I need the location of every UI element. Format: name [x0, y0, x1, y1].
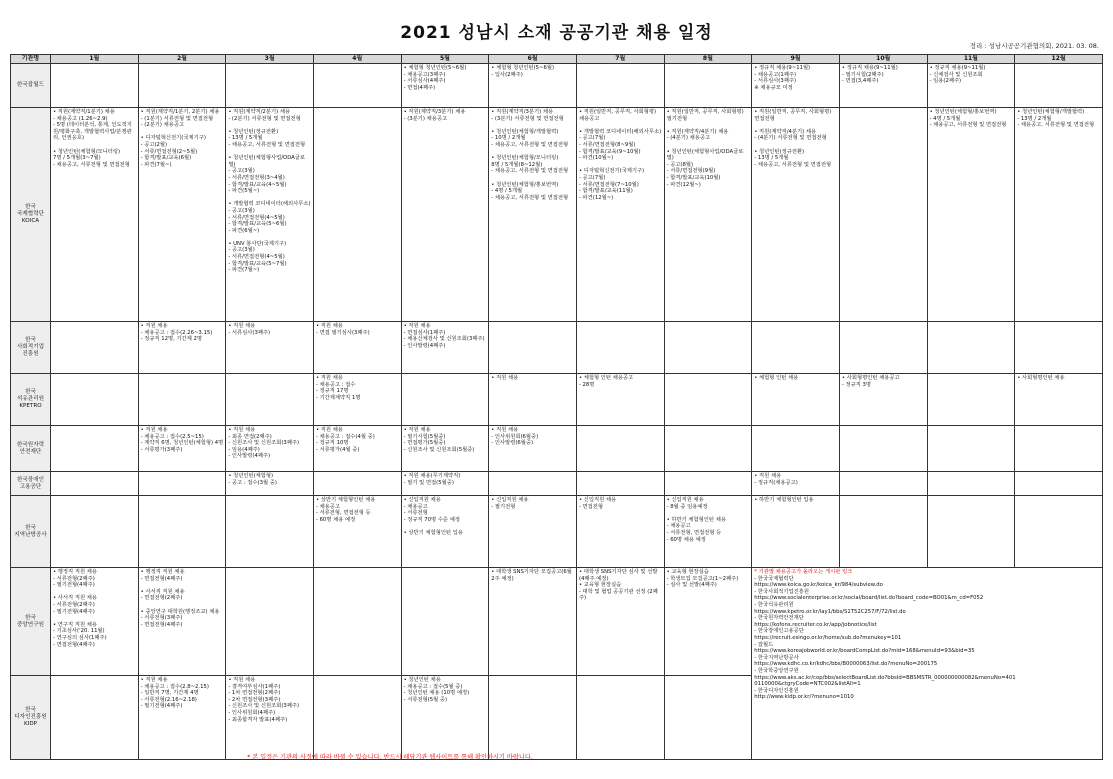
schedule-cell: • 신입직원 채용 - 필기전형 — [489, 496, 577, 568]
schedule-cell — [401, 568, 489, 676]
board-link[interactable]: https://www.koreajobworld.or.kr/boardCompList.do?mid=168&menuId=93&bid=35 — [754, 648, 975, 655]
schedule-cell: • 상반기 체험형인턴 채용 - 채용공고 - 서류전형, 면접전형 등 - 60명 채용 예정 — [313, 496, 401, 568]
header-month: 8월 — [664, 55, 752, 64]
org-name: 한국 사회적기업 진흥원 — [11, 322, 51, 374]
schedule-cell — [664, 472, 752, 496]
table-row — [11, 374, 1103, 426]
schedule-cell: • 직원 채용 - 인사위원회(6월중) - 인사발령(6월중) — [489, 426, 577, 472]
schedule-cell — [839, 472, 927, 496]
table-row — [11, 472, 1103, 496]
schedule-cell — [489, 322, 577, 374]
schedule-cell — [51, 322, 139, 374]
schedule-cell — [1015, 496, 1103, 568]
schedule-cell: • 신입직원 채용 - 8월 중 임용예정 • 하반기 체험형인턴 채용 - 채용공고 - 서류전형, 면접전형 등 - 60명 채용 예정 — [664, 496, 752, 568]
schedule-cell: • 직원 채용 - 최종 면접(2째주) - 신원조사 및 신원조회(3째주) - 임용(4째주) - 인사발령(4째주) — [226, 426, 314, 472]
schedule-cell: • 사회형평인턴 채용 — [1015, 374, 1103, 426]
schedule-cell — [927, 472, 1015, 496]
schedule-cell — [1015, 426, 1103, 472]
schedule-cell: • 직원 채용 - 결격여부심사(1째주) - 1차 면접전형(2째주) - 2차 면접전형(3째주) - 신원조사 및 신원조회(3째주) - 인사위원회(4째주) - 최종합격자 발표(4째주) — [226, 676, 314, 760]
schedule-cell — [1015, 64, 1103, 108]
org-name: 한국 국제협력단 KOICA — [11, 108, 51, 322]
schedule-cell: • 체험형 인턴 채용 — [752, 374, 840, 426]
header-month: 9월 — [752, 55, 840, 64]
schedule-cell: • 직원 채용 - 채용공고 : 접수(4월 중) - 정규직 10명 - 서류평가(4월 중) — [313, 426, 401, 472]
schedule-cell — [51, 374, 139, 426]
board-link[interactable]: https://recruit.esingo.or.kr/home/sub.do?menukey=101 — [754, 634, 902, 641]
link-org-label: - 한국국제협력단 — [754, 575, 794, 582]
link-org-label: - 잡월드 — [754, 641, 774, 648]
header-month: 6월 — [489, 55, 577, 64]
schedule-cell — [138, 472, 226, 496]
schedule-cell — [839, 496, 927, 568]
schedule-cell: • 직원(계약직/3분기) 채용 - (3분기) 서류전형 및 면접전형 • 청년인턴(체험형/개발협력) - 10명 / 2개월 - 채용공고, 서류전형 및 면접전형 • 청년인턴(체험형/모니터링) 8명 / 5개월(8~12월) - 채용공고, 서류전형 및 면접전형 • 청년인턴(체험형/홍보번역) - 4명 / 5개월 - 채용공고, 서류전형 및 면접전형 — [489, 108, 577, 322]
board-link[interactable]: https://www.aks.ac.kr/cop/bbs/selectBoardList.do?bbsId=BBSMSTR_000000000082&menuNo=401 — [754, 674, 1016, 681]
schedule-cell: • 행정직 직원 채용 - 서류전형(2째주) - 필기전형(4째주) • 사서직 직원 채용 - 서류전형(2째주) - 필기전형(4째주) • 연구직 직원 채용 - 기초심사('20. 11월) - 연구심의 심사(1째주) - 면접전형(4째주) — [51, 568, 139, 676]
header-month: 10월 — [839, 55, 927, 64]
org-name: 한국잡월드 — [11, 64, 51, 108]
schedule-cell — [51, 676, 139, 760]
link-org-label: - 한국디자인진흥원 — [754, 687, 799, 694]
schedule-cell — [138, 64, 226, 108]
schedule-cell — [752, 322, 840, 374]
schedule-cell: • 청년인턴(체험형/개발협력) - 13명 / 2개월 - 채용공고, 서류전형 및 면접전형 — [1015, 108, 1103, 322]
schedule-cell: • 직원 채용 — [489, 374, 577, 426]
schedule-cell: • 교육형 현장실습 - 학생모집 모집공고(1~2째주) - 심사 및 선발(4째주) — [664, 568, 752, 676]
schedule-cell: • 직원(계약직/2분기) 채용 - (2분기) 서류전형 및 면접전형 • 청년인턴(정규전환) - 13명 / 5개월 - 채용공고, 서류전형 및 면접전형 • 청년인턴(체험형사업/ODA글로벌) - 공고(3월) - 서류/면접전형(3~4월) - 합격/발표/교육(4~5월) - 파견(5월~) • 개발협력 코디네이터(해외사무소) - 공고(3월) - 서류/면접전형(4~5월) - 합격/발표/교육(5~6월) - 파견(6월~) • UNV 봉사단(국제기구) - 공고(3월) - 서류/면접전형(4~5월) - 합격/발표/교육(5~7월) - 파견(7월~) — [226, 108, 314, 322]
schedule-cell: • 사회형평인턴 채용공고 - 정규직 3명 — [839, 374, 927, 426]
footnote: * 본 일정은 기관의 사정에 따라 바뀔 수 있습니다. 반드시 해당기관 웹사이트를 통해 확인하시기 바랍니다. — [247, 754, 533, 761]
table-row — [11, 568, 1103, 676]
schedule-cell — [489, 676, 577, 760]
schedule-cell — [927, 322, 1015, 374]
schedule-cell — [226, 374, 314, 426]
header-month: 3월 — [226, 55, 314, 64]
schedule-cell — [839, 322, 927, 374]
table-row — [11, 64, 1103, 108]
org-name: 한국 중앙연구원 — [11, 568, 51, 676]
schedule-cell: • 체험형 청년인턴(5~6월) - 입사(2째주) — [489, 64, 577, 108]
schedule-cell: • 직원 채용 - 정규직(채용공고) — [752, 472, 840, 496]
schedule-cell — [313, 568, 401, 676]
schedule-cell: • 직원 채용(무기계약직) - 필기 및 면접(5월중) — [401, 472, 489, 496]
schedule-cell: • 직원 채용 - 채용공고 : 접수(2.5~15) - 계약직 6명, 청년인턴(체험형) 4명 - 서류평가(3째주) — [138, 426, 226, 472]
schedule-cell: • 직원(계약직/1분기) 채용 - 채용공고 (1.26~2.9) - 5명 (데이터분석, 통계, 인도적지원/평화구축, 개발협력사업/분쟁관리, 인권옹호) • 청년인턴(체험형/모니터링) 7명 / 5개월(3~7월) - 채용공고, 서류전형 및 면접전형 — [51, 108, 139, 322]
schedule-cell: • 체험형 인턴 채용공고 - 28명 — [576, 374, 664, 426]
schedule-cell — [1015, 472, 1103, 496]
header-org: 기관명 — [11, 55, 51, 64]
schedule-cell — [839, 426, 927, 472]
header-month: 12월 — [1015, 55, 1103, 64]
schedule-cell: • 직원 채용 - 채용공고 : 접수(2.26~3.15) - 정규직 12명, 기간제 2명 — [138, 322, 226, 374]
page-title: 2021 성남시 소재 공공기관 채용 일정 — [400, 23, 713, 43]
schedule-cell: • 체험형 청년인턴(5~6월) - 채용공고(3째주) - 서류심사(4째주) - 면접(4째주) — [401, 64, 489, 108]
link-org-label: - 한국원자력안전재단 — [754, 615, 804, 622]
schedule-cell — [664, 426, 752, 472]
board-link[interactable]: 0110000&ctgryCode=NTC002&listAll=1 — [754, 681, 861, 688]
schedule-cell — [576, 472, 664, 496]
board-link[interactable]: https://kofons.recruiter.co.kr/app/jobnotice/list — [754, 621, 877, 628]
board-link[interactable]: https://www.socialenterprise.or.kr/social/board/list.do?board_code=BO01&m_cd=F052 — [754, 595, 984, 602]
header-month: 2월 — [138, 55, 226, 64]
schedule-table — [10, 54, 1103, 760]
schedule-cell — [313, 472, 401, 496]
byline: 정리 : 성남시공공기관협의회, 2021. 03. 08. — [969, 42, 1099, 50]
schedule-cell — [226, 568, 314, 676]
schedule-cell — [1015, 322, 1103, 374]
table-row — [11, 108, 1103, 322]
link-org-label: - 한국석유관리원 — [754, 601, 794, 608]
header-month: 1월 — [51, 55, 139, 64]
org-name: 한국 지역난방공사 — [11, 496, 51, 568]
schedule-cell: • 직원 채용 - 필기시험(5월중) - 면접평가(5월중) - 신원조사 및 신원조회(5월중) — [401, 426, 489, 472]
schedule-cell — [576, 322, 664, 374]
schedule-cell — [51, 472, 139, 496]
schedule-cell — [664, 322, 752, 374]
links-block — [752, 568, 1103, 760]
table-row — [11, 322, 1103, 374]
org-name: 한국장애인 고용공단 — [11, 472, 51, 496]
schedule-cell: • 직원(일반직, 공무직, 사회형평) 면접전형 • 직원(계약직/4분기) 채용 - (4분기) 서류전형 및 면접전형 • 청년인턴(정규전환) - 13명 / 5개월 - 채용공고, 서류전형 및 면접전형 — [752, 108, 840, 322]
schedule-cell: • 직원 채용 - 면접심사(1째주) - 채용신체검사 및 신원조회(3째주) - 인사발령(4째주) — [401, 322, 489, 374]
table-row — [11, 426, 1103, 472]
schedule-cell: • 직원(계약직/3분기) 채용 - (3분기) 채용공고 — [401, 108, 489, 322]
link-org-label: - 한국장애인고용공단 — [754, 628, 804, 635]
schedule-cell — [51, 64, 139, 108]
schedule-cell — [313, 64, 401, 108]
schedule-cell: • 청년인턴 채용 - 채용공고 : 접수(5월 중) - 청년인턴 채용 (10명 예정) - 서류전형(5월 중) — [401, 676, 489, 760]
schedule-cell — [576, 64, 664, 108]
schedule-cell: • 하반기 체험형인턴 입용 — [752, 496, 840, 568]
schedule-cell: • 정규직 채용(9~11월) - 신체검사 및 신원조회 - 임용(2째주) — [927, 64, 1015, 108]
schedule-cell — [576, 676, 664, 760]
schedule-cell — [489, 472, 577, 496]
header-month: 11월 — [927, 55, 1015, 64]
schedule-cell: • 직원(계약직/1분기, 2분기) 채용 - (1분기) 서류전형 및 면접전형 - (2분기) 채용공고 • 디자털혁신전기(국제기구) - 공고(2월) - 서류/면접전형(2~5월) - 합격/발표/교육(6월) - 파견(7월~) — [138, 108, 226, 322]
schedule-cell: • 직원 채용 - 서류심사(3째주) — [226, 322, 314, 374]
header-month: 4월 — [313, 55, 401, 64]
link-org-label: - 한국지역난방공사 — [754, 654, 799, 661]
schedule-cell — [51, 496, 139, 568]
schedule-cell — [576, 426, 664, 472]
schedule-cell — [664, 676, 752, 760]
schedule-cell: • 청년인턴(체험형/홍보번역) - 4명 / 5개월 - 채용공고, 서류전형 및 면접전형 — [927, 108, 1015, 322]
board-link[interactable]: https://www.kpetro.or.kr/lay1/bbs/S1T52C257/F/72/list.do — [754, 608, 906, 615]
header-month: 5월 — [401, 55, 489, 64]
link-org-label: - 한국학중앙연구원 — [754, 667, 799, 674]
schedule-cell: • 청년인턴(체험형) - 공고 : 접수(3월 중) — [226, 472, 314, 496]
schedule-cell — [313, 108, 401, 322]
link-org-label: - 한국사회적기업진흥원 — [754, 588, 810, 595]
board-link[interactable]: https://www.koica.go.kr/koica_kr/984/subview.do — [754, 582, 883, 589]
schedule-cell — [51, 426, 139, 472]
schedule-cell — [138, 374, 226, 426]
board-link[interactable]: https://www.kdhc.co.kr/kdhc/bbs/B0000063/list.do?menuNo=200175 — [754, 661, 938, 668]
schedule-cell — [226, 64, 314, 108]
board-link[interactable]: http://www.kidp.or.kr/?menuno=1010 — [754, 694, 854, 701]
schedule-cell: • 대학생 SNS기자단 모집공고(6월2주 예정) — [489, 568, 577, 676]
schedule-cell: • 정규직 채용(9~11월) - 필기시험(2째주) - 면접(3,4째주) — [839, 64, 927, 108]
table-row — [11, 496, 1103, 568]
schedule-cell: • 정규직 채용(9~11월) - 채용공고(1째주) - 서류심사(3째주) ※ 채용규모 미정 — [752, 64, 840, 108]
schedule-cell — [927, 374, 1015, 426]
schedule-cell: • 직원(일반직, 공무직, 사회형평) 필기전형 • 직원(계약직/4분기) 채용 - (4분기) 채용공고 • 청년인턴(체험형사업/ODA글로벌) - 공고(8월) - 서류/면접전형(9월) - 합격/발표/교육(10월) - 파견(12월~) — [664, 108, 752, 322]
schedule-cell: • 직원 채용 - 채용공고 : 접수(2.8~2.15) - 일반직 7명, 기간제 4명 - 서류전형(2.16~2.18) - 필기전형(4째주) — [138, 676, 226, 760]
links-heading: * 기관별 채용공고가 올라오는 게시판 링크 — [754, 569, 853, 575]
schedule-cell: • 신입직원 채용 - 면접전형 — [576, 496, 664, 568]
org-name: 한국원자력 안전재단 — [11, 426, 51, 472]
schedule-cell — [664, 374, 752, 426]
schedule-cell: • 직원(일반직, 공무직, 사회형평) 채용공고 • 개발협력 코디네이터(해외사무소) - 공고(7월) - 서류/면접전형(8~9월) - 합격/발표/교육(9~10월) - 파견(10월~) • 디자털혁신전기(국제기구) - 공고(7월) - 서류/면접전형(7~10월) - 합격/발표/교육(11월) - 파견(12월~) — [576, 108, 664, 322]
schedule-cell: • 신입직원 채용 - 채용공고 - 서류전형 - 정규직 70명 수준 예정 • 상반기 체험형인턴 입용 — [401, 496, 489, 568]
schedule-cell — [138, 496, 226, 568]
schedule-cell — [927, 426, 1015, 472]
schedule-cell: • 직원 채용 - 채용공고 : 접수 - 정규직 17명 - 기간제계약직 1명 — [313, 374, 401, 426]
schedule-cell: • 행정직 직원 채용 - 면접전형(4째주) • 사서직 직원 채용 - 면접전형(2째주) • 중앙연구 대학원(행정조교) 채용 - 서류전형(3째주) - 면접전형(4째주) — [138, 568, 226, 676]
schedule-cell — [226, 496, 314, 568]
schedule-cell: • 직원 채용 - 면접 필기심사(3째주) — [313, 322, 401, 374]
header-row — [11, 55, 1103, 64]
schedule-cell — [313, 676, 401, 760]
header-month: 7월 — [576, 55, 664, 64]
schedule-cell — [839, 108, 927, 322]
org-name: 한국 디자인진흥원 KIDP — [11, 676, 51, 760]
org-name: 한국 석유관리원 KPETRO — [11, 374, 51, 426]
schedule-cell — [401, 374, 489, 426]
schedule-cell: • 대학생 SNS기자단 심사 및 선발 (4째주 예정) • 교육형 현장실습 - 대학 및 협업 공공기관 선정 (2째주) — [576, 568, 664, 676]
schedule-cell — [664, 64, 752, 108]
schedule-cell — [927, 496, 1015, 568]
schedule-cell — [752, 426, 840, 472]
